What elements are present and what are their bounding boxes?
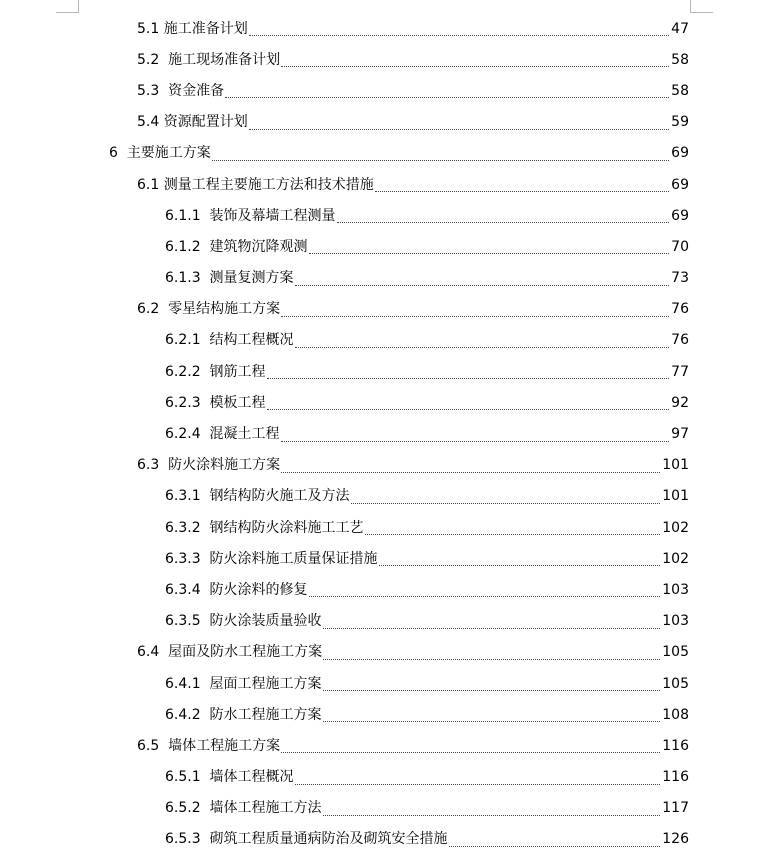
toc-entry-page-number: 77	[671, 363, 689, 380]
toc-entry-title: 主要施工方案	[126, 145, 211, 162]
toc-entry-title: 混凝土工程	[209, 426, 280, 443]
toc-entry-number: 6.5.3	[165, 831, 210, 848]
toc-entry[interactable]	[0, 606, 780, 637]
toc-entry-title: 钢结构防火施工及方法	[209, 488, 350, 505]
toc-entry-number: 6.2.2	[165, 363, 210, 380]
toc-entry-title: 资源配置计划	[163, 114, 248, 131]
toc-entry-number: 6.1	[137, 176, 164, 193]
toc-dot-leader	[323, 616, 661, 629]
toc-entry-page-number: 126	[662, 831, 689, 848]
toc-entry-number: 6.1.3	[165, 270, 210, 287]
toc-dot-leader	[337, 210, 670, 223]
toc-dot-leader	[249, 117, 669, 130]
toc-entry-number: 6.4.1	[165, 675, 210, 692]
toc-dot-leader	[295, 335, 670, 348]
toc-entry-title: 建筑物沉降观测	[209, 238, 308, 255]
toc-entry-title: 钢结构防火涂料施工工艺	[209, 519, 364, 536]
toc-entry-number: 6.3	[137, 457, 169, 474]
toc-dot-leader	[449, 834, 661, 847]
toc-entry-page-number: 58	[671, 82, 689, 99]
toc-entry-number: 6.3.2	[165, 519, 210, 536]
toc-entry[interactable]	[0, 730, 780, 761]
toc-entry-number: 6.2.3	[165, 394, 210, 411]
toc-dot-leader	[375, 179, 669, 192]
toc-entry-page-number: 59	[671, 114, 689, 131]
toc-entry[interactable]	[0, 574, 780, 605]
toc-entry[interactable]	[0, 231, 780, 262]
page-corner-mark-left	[56, 0, 79, 13]
page-corner-mark-right	[690, 0, 713, 13]
toc-entry[interactable]	[0, 637, 780, 668]
toc-dot-leader	[267, 397, 670, 410]
toc-entry-number: 6.5.1	[165, 769, 210, 786]
toc-entry[interactable]	[0, 387, 780, 418]
toc-entry[interactable]	[0, 762, 780, 793]
toc-entry-title: 零星结构施工方案	[168, 301, 281, 318]
toc-dot-leader	[365, 522, 661, 535]
toc-entry-number: 6	[109, 145, 127, 162]
toc-entry-page-number: 73	[671, 270, 689, 287]
toc-entry-page-number: 76	[671, 332, 689, 349]
toc-dot-leader	[281, 54, 669, 67]
toc-entry-title: 装饰及幕墙工程测量	[209, 207, 336, 224]
toc-entry-page-number: 105	[662, 644, 689, 661]
toc-dot-leader	[323, 647, 660, 660]
toc-entry-number: 5.2	[137, 51, 169, 68]
toc-entry[interactable]	[0, 200, 780, 231]
toc-entry-number: 6.3.3	[165, 550, 210, 567]
toc-entry-number: 5.4	[137, 114, 164, 131]
toc-entry[interactable]	[0, 668, 780, 699]
toc-entry-title: 模板工程	[209, 394, 266, 411]
toc-dot-leader	[295, 772, 661, 785]
toc-entry[interactable]	[0, 481, 780, 512]
toc-dot-leader	[379, 553, 661, 566]
toc-entry-title: 砌筑工程质量通病防治及砌筑安全措施	[209, 831, 448, 848]
toc-entry-number: 6.4	[137, 644, 169, 661]
toc-dot-leader	[323, 709, 661, 722]
toc-dot-leader	[249, 23, 669, 36]
toc-entry-number: 6.2.1	[165, 332, 210, 349]
toc-entry-number: 6.2.4	[165, 426, 210, 443]
toc-entry-title: 施工准备计划	[163, 20, 248, 37]
toc-entry[interactable]	[0, 356, 780, 387]
toc-entry-title: 防火涂装质量验收	[209, 613, 322, 630]
toc-dot-leader	[309, 584, 661, 597]
toc-entry-page-number: 102	[662, 550, 689, 567]
toc-entry[interactable]	[0, 263, 780, 294]
toc-entry-number: 6.5	[137, 737, 169, 754]
toc-entry[interactable]	[0, 13, 780, 44]
toc-dot-leader	[281, 304, 669, 317]
toc-entry-number: 5.3	[137, 82, 169, 99]
toc-entry[interactable]	[0, 450, 780, 481]
toc-entry-number: 6.4.2	[165, 706, 210, 723]
toc-dot-leader	[212, 148, 669, 161]
toc-entry-title: 防水工程施工方案	[209, 706, 322, 723]
table-of-contents	[0, 13, 780, 855]
toc-entry-title: 资金准备	[168, 82, 225, 99]
toc-entry-page-number: 69	[671, 176, 689, 193]
toc-entry-page-number: 58	[671, 51, 689, 68]
toc-entry-page-number: 103	[662, 613, 689, 630]
toc-dot-leader	[323, 803, 661, 816]
toc-dot-leader	[351, 491, 661, 504]
toc-entry-page-number: 116	[662, 737, 689, 754]
toc-dot-leader	[281, 740, 660, 753]
toc-entry-title: 测量工程主要施工方法和技术措施	[163, 176, 374, 193]
toc-entry-title: 墙体工程概况	[209, 769, 294, 786]
toc-entry[interactable]	[0, 793, 780, 824]
toc-entry-title: 防火涂料的修复	[209, 581, 308, 598]
toc-entry-number: 6.3.5	[165, 613, 210, 630]
toc-entry-title: 施工现场准备计划	[168, 51, 281, 68]
toc-entry-number: 5.1	[137, 20, 164, 37]
toc-entry[interactable]	[0, 512, 780, 543]
toc-entry-page-number: 103	[662, 581, 689, 598]
toc-entry-page-number: 105	[662, 675, 689, 692]
toc-entry-page-number: 92	[671, 394, 689, 411]
toc-entry-number: 6.1.2	[165, 238, 210, 255]
toc-entry-page-number: 69	[671, 207, 689, 224]
toc-entry-number: 6.3.1	[165, 488, 210, 505]
toc-entry-number: 6.2	[137, 301, 169, 318]
toc-entry[interactable]	[0, 75, 780, 106]
toc-entry-title: 测量复测方案	[209, 270, 294, 287]
toc-entry[interactable]	[0, 699, 780, 730]
toc-dot-leader	[295, 273, 670, 286]
toc-entry-number: 6.3.4	[165, 581, 210, 598]
toc-entry-page-number: 97	[671, 426, 689, 443]
toc-entry-title: 防火涂料施工方案	[168, 457, 281, 474]
toc-entry-page-number: 76	[671, 301, 689, 318]
toc-entry[interactable]	[0, 543, 780, 574]
toc-dot-leader	[281, 460, 660, 473]
toc-entry-title: 钢筋工程	[209, 363, 266, 380]
toc-entry-number: 6.5.2	[165, 800, 210, 817]
toc-entry[interactable]	[0, 294, 780, 325]
toc-entry[interactable]	[0, 824, 780, 855]
toc-entry-page-number: 102	[662, 519, 689, 536]
toc-entry-title: 墙体工程施工方案	[168, 737, 281, 754]
toc-entry-title: 结构工程概况	[209, 332, 294, 349]
toc-entry-title: 屋面工程施工方案	[209, 675, 322, 692]
toc-entry-title: 屋面及防水工程施工方案	[168, 644, 323, 661]
toc-entry-title: 防火涂料施工质量保证措施	[209, 550, 378, 567]
toc-entry-page-number: 116	[662, 769, 689, 786]
toc-entry[interactable]	[0, 325, 780, 356]
toc-entry[interactable]	[0, 418, 780, 449]
toc-entry-page-number: 70	[671, 238, 689, 255]
toc-entry-page-number: 47	[671, 20, 689, 37]
toc-entry[interactable]	[0, 44, 780, 75]
toc-entry-title: 墙体工程施工方法	[209, 800, 322, 817]
toc-dot-leader	[309, 241, 670, 254]
toc-entry-page-number: 69	[671, 145, 689, 162]
toc-dot-leader	[267, 366, 670, 379]
toc-entry-page-number: 108	[662, 706, 689, 723]
toc-entry-page-number: 101	[662, 457, 689, 474]
toc-dot-leader	[225, 85, 669, 98]
toc-entry-page-number: 101	[662, 488, 689, 505]
toc-entry-page-number: 117	[662, 800, 689, 817]
toc-entry[interactable]	[0, 138, 780, 169]
toc-dot-leader	[323, 678, 661, 691]
toc-entry[interactable]	[0, 169, 780, 200]
toc-entry-number: 6.1.1	[165, 207, 210, 224]
toc-entry[interactable]	[0, 107, 780, 138]
toc-dot-leader	[281, 429, 670, 442]
